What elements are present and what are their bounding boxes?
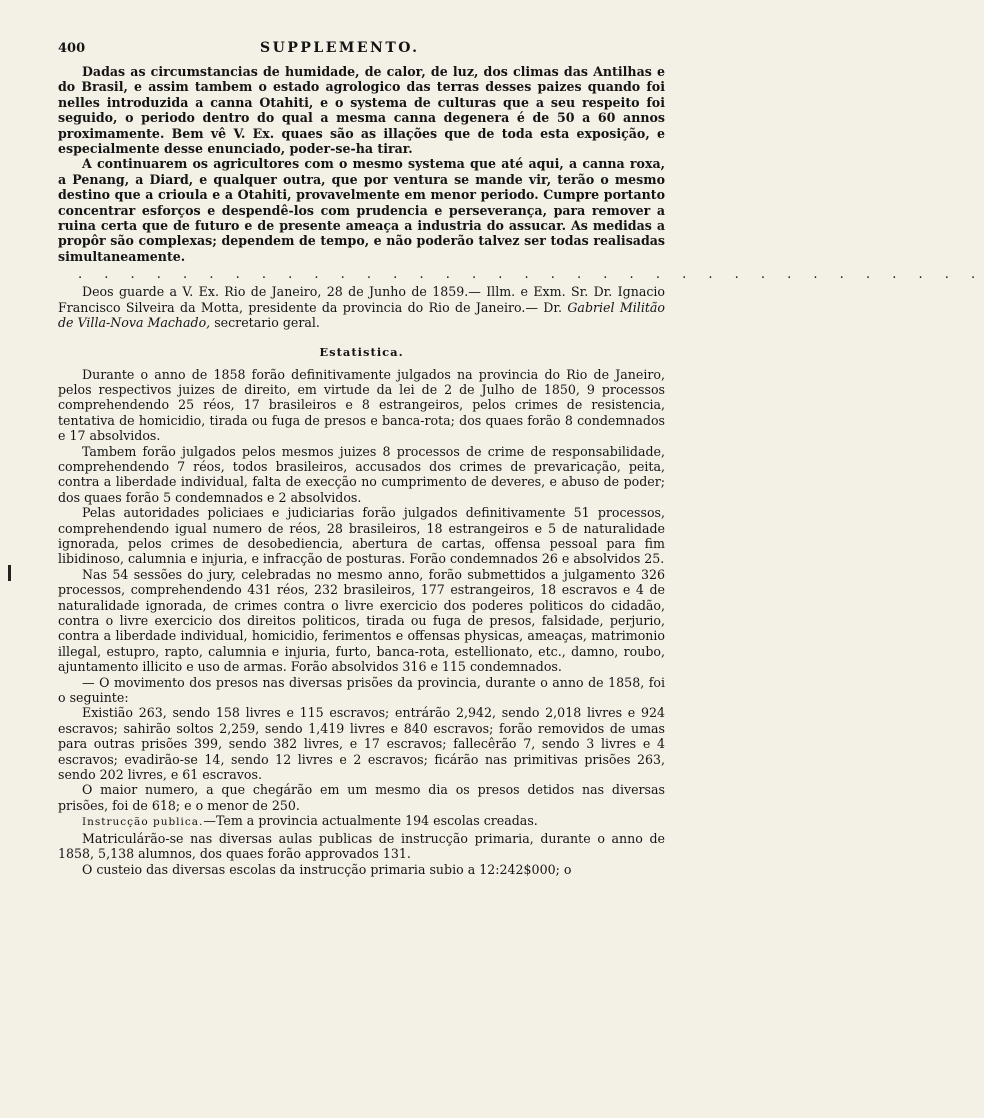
paragraph-school-costs: O custeio das diversas escolas da instrucção primaria subio a 12:242$000; o (82, 861, 572, 877)
closing-paragraph (58, 284, 665, 330)
signature: Gabriel Militão de Villa-Nova Machado, (58, 299, 665, 331)
paragraph-prisoner-movement: — O movimento dos presos nas diversas prisões da provincia, durante o anno de 1858, foi o seguinte: (58, 674, 665, 706)
paragraph-police-authorities: Pelas autoridades policiaes e judiciarias forão julgados definitivamente 51 processos, comprehendendo igual numero de réos, 28 brasileiros, 18 estrangeiros e 5 de naturalidade ignorada, pelos crimes de desobediencia, abertura de cartas, offensa pessoal para fim libidinoso, calumnia e injuria, e infracção de posturas. Forão condemnados 26 e absolvidos 25. (58, 505, 665, 567)
section-title: Estatistica. (319, 344, 404, 359)
ellipsis-separator: . . . . . . . . . . . . . . . . . . . . . . . . . . . . . . . . . . . (78, 267, 984, 283)
paragraph-prisoner-counts: Existião 263, sendo 158 livres e 115 escravos; entrárão 2,942, sendo 2,018 livres e 924 escravos; sahirão soltos 2,259, sendo 1,419 livres e 840 escravos; forão removidos de umas para outras prisões 399, sendo 382 livres, e 17 escravos; fallecêrão 7, sendo 3 livres e 4 escravos; evadirão-se 14, sendo 12 livres e 2 escravos; ficárão nas primitivas prisões 263, sendo 202 livres, e 61 escravos. (58, 705, 665, 783)
paragraph-max-prisoners: O maior numero, a que chegárão em um mesmo dia os presos detidos nas diversas prisões, foi de 618; e o menor de 250. (58, 782, 665, 813)
public-instruction-label: Instrucção publica. (82, 816, 204, 829)
closing-suffix: secretario geral. (210, 315, 320, 331)
paragraph-enrollment: Matriculárão-se nas diversas aulas publicas de instrucção primaria, durante o anno de 1858, 5,138 alumnos, dos quaes forão approvados 131. (58, 830, 665, 862)
paragraph-cane-varieties: A continuarem os agricultores com o mesmo systema que até aqui, a canna roxa, a Penang, a Diard, e qualquer outra, que por ventura se mande vir, terão o mesmo destino que a crioula e a Otahiti, provavelmente em menor periodo. Cumpre portanto concentrar esforços e despendê-los com prudencia e perseverança, para remover a ruina certa que de futuro e de presente ameaça a industria do assucar. As medidas a propôr são complexas; dependem de tempo, e não poderão talvez ser todas realisadas simultaneamente. (58, 156, 665, 264)
margin-mark (8, 565, 11, 581)
page-number: 400 (58, 41, 86, 56)
paragraph-climate: Dadas as circumstancias de humidade, de calor, de luz, dos climas das Antilhas e do Brasil, e assim tambem o estado agrologico das terras desses paizes quando foi nelles introduzida a canna Otahiti, e o systema de culturas que a seu respeito foi seguido, o periodo dentro do qual a mesma canna degenera é de 50 a 60 annos proximamente. Bem vê V. Ex. quaes são as illações que de toda esta exposição, e especialmente desse enunciado, poder-se-ha tirar. (58, 64, 665, 157)
closing-text: Deos guarde a V. Ex. Rio de Janeiro, 28 de Junho de 1859.— Illm. e Exm. Sr. Dr. Ignacio Francisco Silveira da Motta, presidente da provincia do Rio de Janeiro.— Dr. (58, 284, 665, 315)
paragraph-responsibility-crimes: Tambem forão julgados pelos mesmos juizes 8 processos de crime de responsabilidade, comprehendendo 7 réos, todos brasileiros, accusados dos crimes de prevaricação, peita, contra a liberdade individual, falta de execção no cumprimento de deveres, e abuso de poder; dos quaes forão 5 condemnados e 2 absolvidos. (58, 443, 665, 505)
paragraph-judged-processes: Durante o anno de 1858 forão definitivamente julgados na provincia do Rio de Janeiro, pelos respectivos juizes de direito, em virtude da lei de 2 de Julho de 1850, 9 processos comprehendendo 25 réos, 17 brasileiros e 8 estrangeiros, pelos crimes de resistencia, tentativa de homicidio, tirada ou fuga de presos e banca-rota; dos quaes forão 8 condemnados e 17 absolvidos. (58, 366, 665, 444)
page-header (58, 40, 665, 56)
paragraph-jury-sessions: Nas 54 sessões do jury, celebradas no mesmo anno, forão submettidos a julgamento 326 processos, comprehendendo 431 réos, 232 brasileiros, 177 estrangeiros, 18 escravos e 4 de naturalidade ignorada, de crimes contra o livre exercicio dos poderes politicos do cidadão, contra o livre exercicio dos direitos politicos, tirada ou fuga de presos, falsidade, perjurio, contra a liberdade individual, homicidio, ferimentos e offensas physicas, ameaças, matrimonio illegal, estupro, rapto, calumnia e injuria, furto, banca-rota, estellionato, etc., damno, roubo, ajuntamento illicito e uso de armas. Forão absolvidos 316 e 115 condemnados. (58, 566, 665, 675)
paragraph-public-instruction (58, 813, 665, 830)
running-title: SUPPLEMENTO. (260, 40, 420, 56)
public-instruction-text: —Tem a provincia actualmente 194 escolas creadas. (203, 813, 538, 829)
